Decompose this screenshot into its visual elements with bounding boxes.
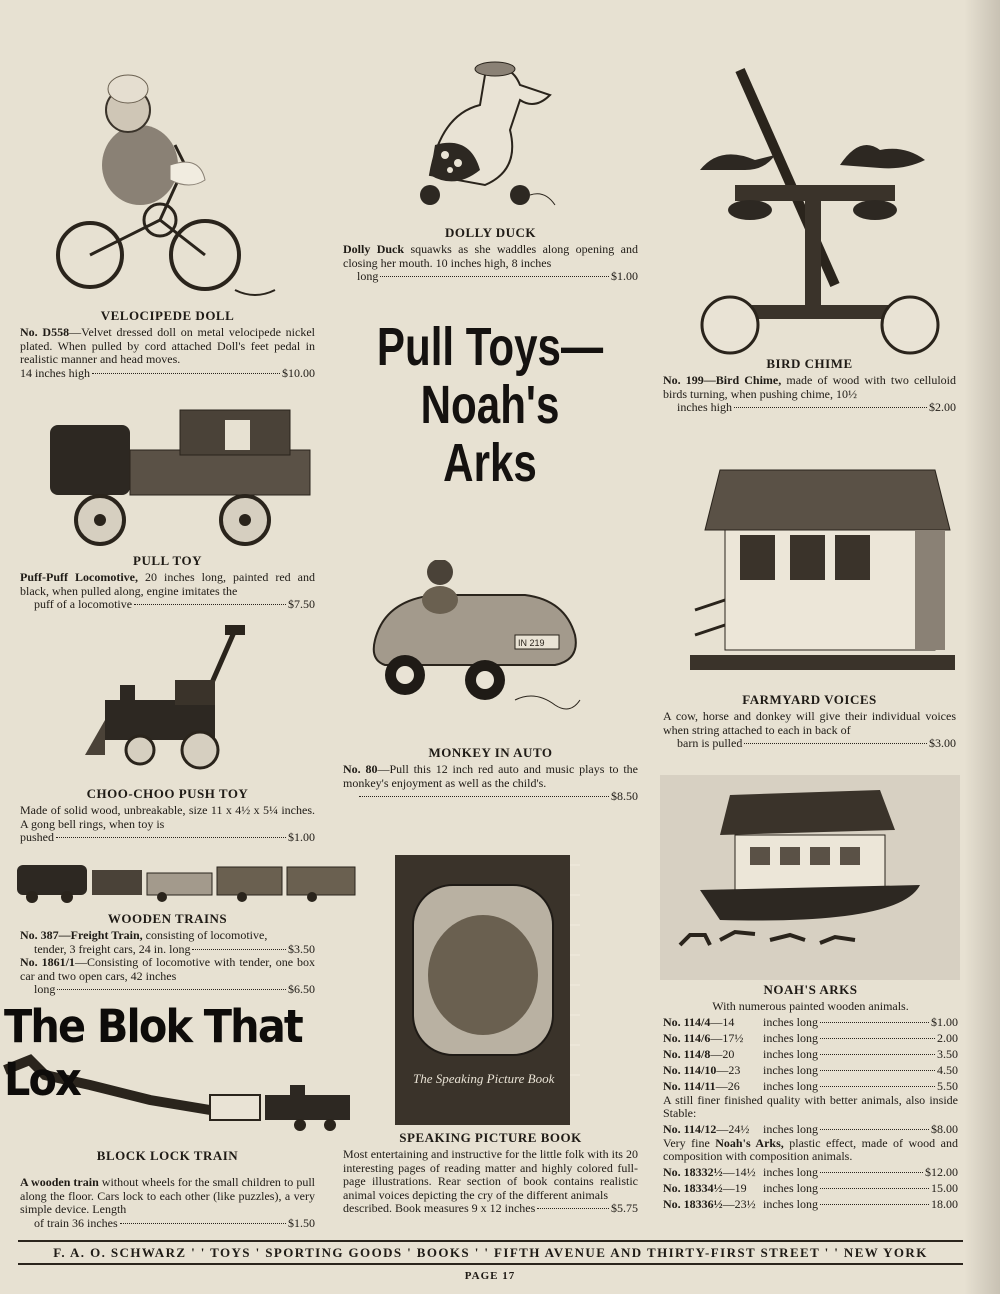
item-mid-text: A still finer finished quality with better animals, also inside Stable:: [663, 1092, 958, 1120]
dolly-duck-item: [343, 225, 638, 284]
price-table-2: [663, 1164, 958, 1212]
price: $1.00: [288, 830, 315, 844]
catalog-footer: F. A. O. SCHWARZ ' ' TOYS ' SPORTING GOODS ' BOOKS ' ' FIFTH AVENUE AND THIRTY-FIRST STREET ' ' NEW YORK: [18, 1240, 963, 1265]
headline-line-2: Noah's: [420, 375, 560, 435]
item-title: DOLLY DUCK: [444, 225, 537, 240]
price-line: pushed $1.00: [20, 830, 315, 844]
wooden-trains-illustration: [12, 855, 362, 905]
price-row: No. 18332½—14½ inches long $12.00: [663, 1164, 958, 1179]
item-title: CHOO-CHOO PUSH TOY: [86, 786, 249, 801]
price-line: long $1.00: [357, 269, 638, 283]
item-title: VELOCIPEDE DOLL: [100, 308, 235, 323]
item-description-1: No. 387—Freight Train, consisting of locomotive,: [20, 928, 268, 942]
price: $8.00: [931, 1121, 958, 1136]
price: $1.00: [611, 269, 638, 283]
price-line-1: tender, 3 freight cars, 24 in. long $3.50: [34, 941, 315, 956]
price: $10.00: [282, 365, 315, 380]
item-description: Made of solid wood, unbreakable, size 11 x 4½ x 5¼ inches. A gong bell rings, when toy is: [20, 803, 315, 831]
price-line: barn is pulled $3.00: [677, 736, 956, 750]
puff-locomotive-illustration: [30, 405, 320, 550]
dolly-duck-illustration: [400, 55, 560, 215]
item-fine-text: Very fine Noah's Arks, plastic effect, made of wood and composition with composition animals.: [663, 1135, 958, 1163]
license-plate: IN 219: [518, 638, 545, 648]
price: 3.50: [937, 1046, 958, 1061]
item-description: Dolly Duck squawks as she waddles along opening and closing her mouth. 10 inches high, 8 inches: [343, 242, 638, 270]
item-description: A wooden train without wheels for the small children to pull along the floor. Cars lock to each other (like puzzles), a very simple device. Length: [20, 1175, 315, 1216]
price-line: [343, 790, 638, 804]
block-lock-train-item: [20, 1148, 315, 1230]
headline-line-3: Arks: [443, 433, 537, 493]
price-row: No. 114/12—24½ inches long $8.00: [663, 1121, 958, 1136]
velocipede-doll-illustration: [50, 55, 280, 305]
bird-chime-item: [663, 356, 956, 415]
price: 4.50: [937, 1062, 958, 1077]
item-title: PULL TOY: [133, 553, 202, 568]
speaking-picture-book-item: [343, 1130, 638, 1216]
item-description: No. 199—Bird Chime, made of wood with two celluloid birds turning, when pushing chime, 10½: [663, 373, 956, 401]
price-line-2: long $6.50: [34, 982, 315, 996]
price-row: No. 18334½—19 inches long 15.00: [663, 1180, 958, 1195]
price-row: No. 114/4—14 inches long $1.00: [663, 1014, 958, 1029]
blok-that-lox-logo: The Blok That Lox: [4, 1000, 302, 1106]
price: $3.00: [929, 736, 956, 750]
book-cover-title: The Speaking Picture Book: [413, 1071, 555, 1086]
choo-choo-item: [20, 786, 315, 845]
item-description: No. 80—Pull this 12 inch red auto and music plays to the monkey's enjoyment as well as the child's.: [343, 762, 639, 790]
price-row: No. 114/11—26 inches long 5.50: [663, 1078, 958, 1093]
price: $12.00: [925, 1164, 958, 1179]
price: 5.50: [937, 1078, 958, 1093]
item-title: MONKEY IN AUTO: [428, 745, 553, 760]
page-number: PAGE 17: [464, 1270, 516, 1282]
price: $1.50: [288, 1215, 315, 1230]
price-row: No. 114/10—23 inches long 4.50: [663, 1062, 958, 1077]
price: $6.50: [288, 982, 315, 996]
price-table-1: [663, 1014, 958, 1094]
item-title: WOODEN TRAINS: [107, 911, 228, 926]
monkey-auto-item: [343, 745, 638, 804]
farmyard-barn-illustration: [685, 460, 955, 690]
price-line: puff of a locomotive $7.50: [34, 597, 315, 611]
farmyard-voices-item: [663, 692, 956, 751]
item-description: Most entertaining and instructive for the little folk with its 20 interesting pages of reading matter and highly colored full-page illustrations. Rear section of book contains realistic animal voices depicting the cry of the different animals: [343, 1147, 638, 1202]
price: 15.00: [931, 1180, 958, 1195]
noahs-ark-illustration: [660, 775, 960, 980]
item-description: A cow, horse and donkey will give their individual voices when string attached to each in back of: [663, 709, 956, 737]
item-description-2: No. 1861/1—Consisting of locomotive with tender, one box car and two open cars, 42 inches: [20, 955, 316, 983]
price: 2.00: [937, 1030, 958, 1045]
price-line: 14 inches high $10.00: [20, 365, 315, 380]
price-row: No. 114/6—17½ inches long 2.00: [663, 1030, 958, 1045]
speaking-picture-book-illustration: [395, 855, 585, 1125]
item-title: NOAH'S ARKS: [763, 982, 858, 997]
item-title: BIRD CHIME: [766, 356, 853, 371]
item-title: BLOCK LOCK TRAIN: [96, 1148, 239, 1163]
item-title: FARMYARD VOICES: [742, 692, 877, 707]
price: $5.75: [611, 1201, 638, 1215]
headline-line-1: Pull Toys—: [376, 317, 604, 377]
choo-push-toy-illustration: [80, 625, 250, 775]
noahs-arks-item: [663, 982, 958, 1212]
price-row: No. 114/8—20 inches long 3.50: [663, 1046, 958, 1061]
wooden-trains-item: [20, 911, 315, 997]
item-description: Puff-Puff Locomotive, 20 inches long, painted red and black, when pulled along, engine imitates the: [20, 570, 315, 598]
monkey-auto-illustration: [365, 560, 585, 710]
item-title: SPEAKING PICTURE BOOK: [399, 1130, 582, 1145]
price: $8.50: [611, 789, 638, 803]
price-row: No. 18336½—23½ inches long 18.00: [663, 1196, 958, 1211]
page-headline: [365, 318, 615, 492]
price-line: described. Book measures 9 x 12 inches $5.75: [343, 1201, 638, 1215]
bird-chime-illustration: [690, 60, 950, 360]
page-edge-shadow: [964, 0, 1000, 1294]
velocipede-doll-item: [20, 308, 315, 380]
price-line: inches high $2.00: [677, 400, 956, 414]
price: $3.50: [288, 941, 315, 956]
price: 18.00: [931, 1196, 958, 1211]
price: $2.00: [929, 400, 956, 414]
item-intro: With numerous painted wooden animals.: [712, 999, 909, 1013]
price: $7.50: [288, 597, 315, 611]
pull-toy-item: [20, 553, 315, 612]
price: $1.00: [931, 1014, 958, 1029]
price-line: of train 36 inches $1.50: [34, 1215, 315, 1230]
item-description: No. D558—Velvet dressed doll on metal velocipede nickel plated. When pulled by cord attached Doll's feet pedal in realistic manner and head moves.: [20, 325, 315, 366]
